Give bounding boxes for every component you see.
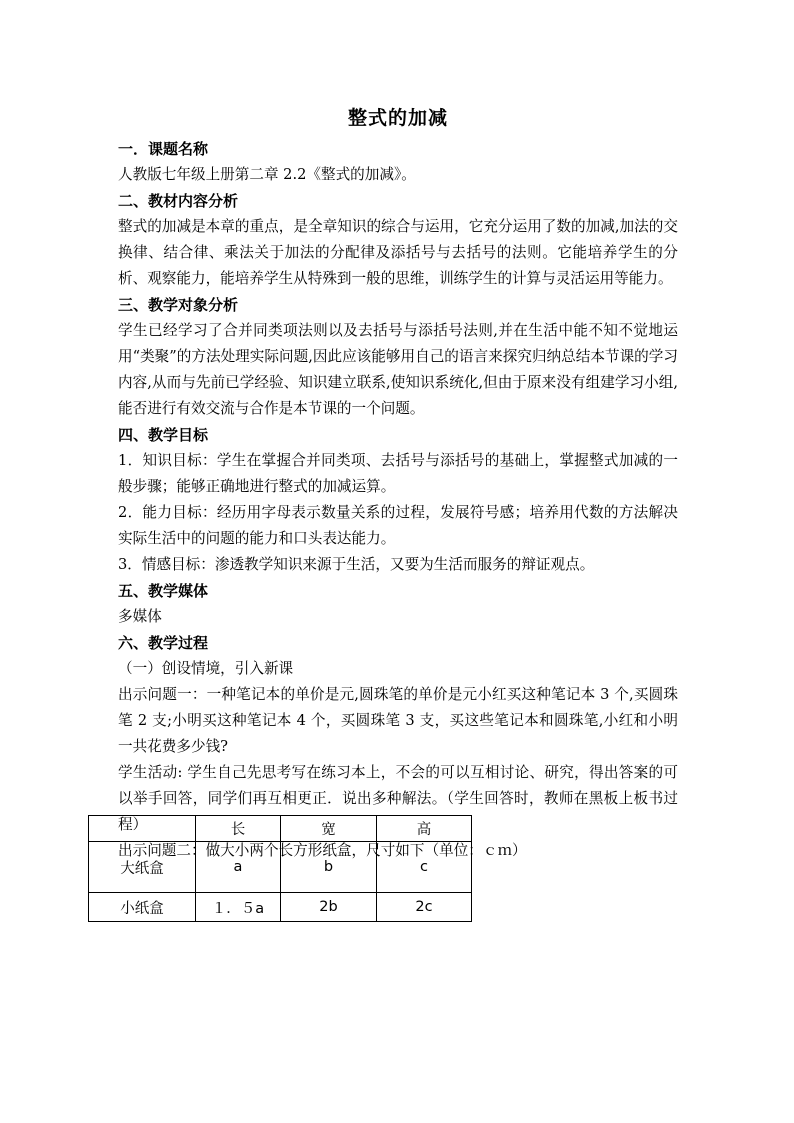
section-heading-course-name: 一．课题名称	[118, 140, 209, 158]
section-heading-teaching-process: 六、教学过程	[118, 634, 209, 652]
paragraph: 3．情感目标：渗透教学知识来源于生活，又要为生活而服务的辩证观点。	[118, 556, 595, 573]
table-cell: 2c	[377, 893, 472, 922]
table-header-cell: 宽	[281, 816, 377, 842]
section-heading-material-analysis: 二、教材内容分析	[118, 192, 239, 210]
box-dimensions-table	[88, 815, 472, 922]
section-heading-teaching-media: 五、教学媒体	[118, 582, 209, 600]
paragraph: 整式的加减是本章的重点，是全章知识的综合与运用，它充分运用了数的加减,加法的交换律、结合律、乘法关于加法的分配律及添括号与去括号的法则。它能培养学生的分析、观察能力，能培养学生从特殊到一般的思维，训练学生的计算与灵活运用等能力。	[118, 218, 678, 287]
paragraph: 学生已经学习了合并同类项法则以及去括号与添括号法则,并在生活中能不知不觉地运用“类聚”的方法处理实际问题,因此应该能够用自己的语言来探究归纳总结本节课的学习内容,从而与先前已学经验、知识建立联系,使知识系统化,但由于原来没有组建学习小组,能否进行有效交流与合作是本节课的一个问题。	[118, 322, 678, 417]
table-cell: a	[196, 842, 281, 893]
paragraph: 人教版七年级上册第二章 2.2《整式的加减》。	[118, 166, 416, 183]
table-cell: c	[377, 842, 472, 893]
table-header-row	[89, 816, 472, 842]
document-title: 整式的加减	[347, 107, 448, 129]
table-cell: b	[281, 842, 377, 893]
table-cell: 2b	[281, 893, 377, 922]
table-cell: 大纸盒	[89, 842, 196, 893]
table-header-cell: 长	[196, 816, 281, 842]
paragraph: 1．知识目标：学生在掌握合并同类项、去括号与添括号的基础上，掌握整式加减的一般步骤；能够正确地进行整式的加减运算。	[118, 452, 678, 495]
table-cell: １．５a	[196, 893, 281, 922]
table-header-cell: 高	[377, 816, 472, 842]
section-heading-student-analysis: 三、教学对象分析	[118, 296, 239, 314]
paragraph: 多媒体	[118, 608, 162, 625]
paragraph: 2．能力目标：经历用字母表示数量关系的过程，发展符号感；培养用代数的方法解决实际生活中的问题的能力和口头表达能力。	[118, 504, 678, 547]
paragraph: 出示问题二：做大小两个长方形纸盒，尺寸如下（单位：ｃｍ）	[118, 842, 527, 859]
table-row	[89, 842, 472, 893]
section-heading-teaching-goals: 四、教学目标	[118, 426, 209, 444]
table-row	[89, 893, 472, 922]
paragraph: （一）创设情境，引入新课	[118, 660, 294, 677]
document-page	[118, 104, 678, 864]
paragraph: 出示问题一：一种笔记本的单价是元,圆珠笔的单价是元小红买这种笔记本 3 个,买圆珠笔 2 支;小明买这种笔记本 4 个，买圆珠笔 3 支，买这些笔记本和圆珠笔,小红和小明一共花费多少钱?	[118, 686, 678, 755]
table-header-cell	[89, 816, 196, 842]
table-cell: 小纸盒	[89, 893, 196, 922]
paragraph: 学生活动: 学生自己先思考写在练习本上，不会的可以互相讨论、研究，得出答案的可以举手回答，同学们再互相更正．说出多种解法。（学生回答时，教师在黑板上板书过程）	[118, 764, 678, 833]
